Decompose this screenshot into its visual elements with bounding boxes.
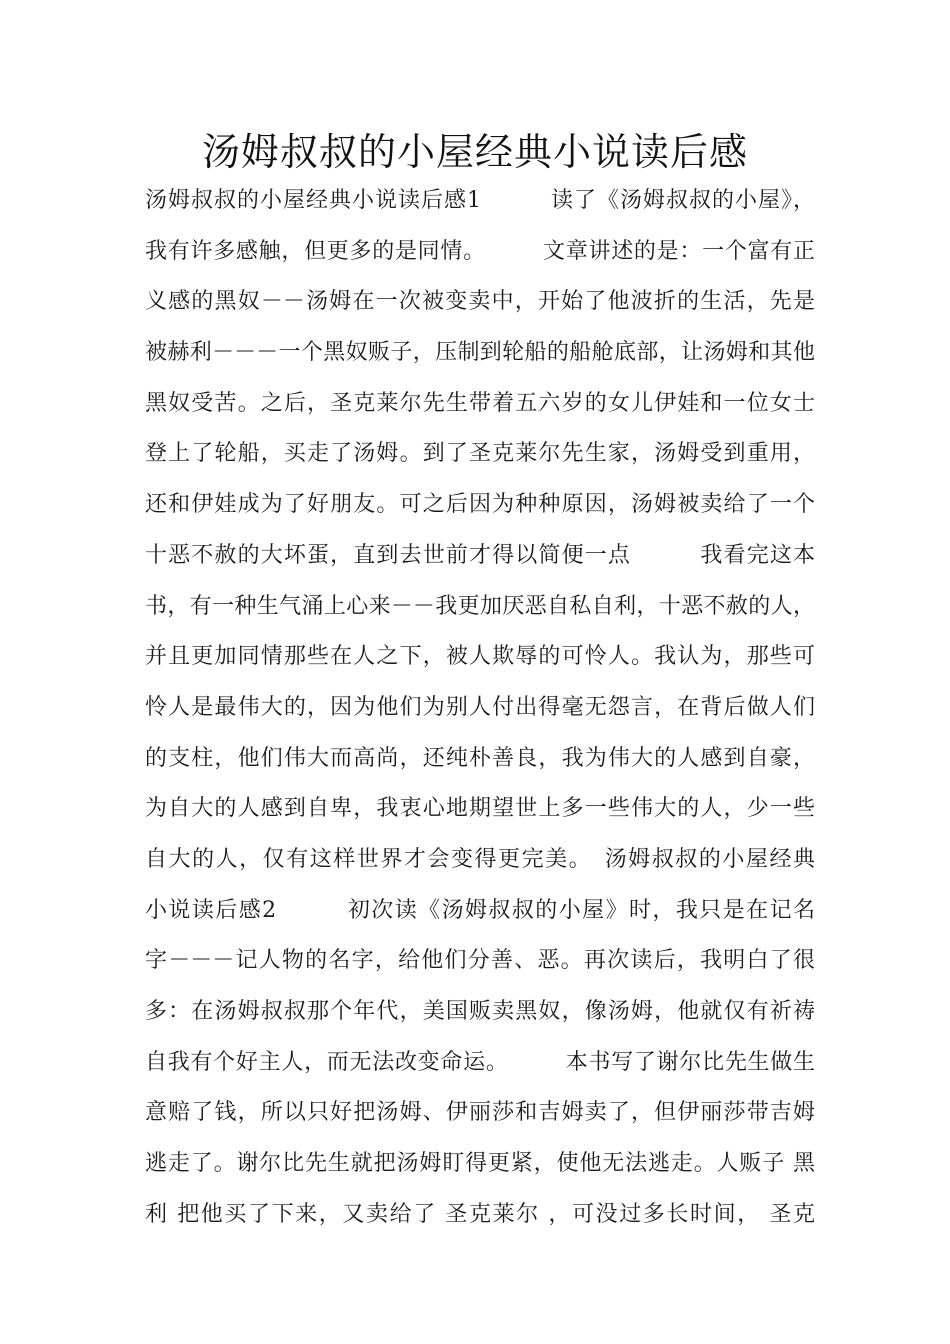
document-title: 汤姆叔叔的小屋经典小说读后感 bbox=[201, 130, 748, 174]
text-line: 汤姆叔叔的小屋经典小说读后感1 读了《汤姆叔叔的小屋》， bbox=[145, 188, 815, 213]
text-line: 我有许多感触，但更多的是同情。 文章讲述的是：一个富有正 bbox=[145, 238, 815, 264]
text-line: 并且更加同情那些在人之下，被人欺辱的可怜人。我认为，那些可 bbox=[145, 644, 815, 670]
text-line: 自大的人，仅有这样世界才会变得更完美。 汤姆叔叔的小屋经典 bbox=[145, 846, 815, 872]
text-line: 小说读后感2 初次读《汤姆叔叔的小屋》时，我只是在记名 bbox=[145, 897, 815, 923]
text-line: 的支柱，他们伟大而高尚，还纯朴善良，我为伟大的人感到自豪， bbox=[145, 745, 815, 771]
text-line: 为自大的人感到自卑，我衷心地期望世上多一些伟大的人，少一些 bbox=[145, 796, 815, 822]
text-line: 书，有一种生气涌上心来－－我更加厌恶自私自利，十恶不赦的人， bbox=[145, 593, 815, 619]
text-line: 字－－－记人物的名字，给他们分善、恶。再次读后，我明白了很 bbox=[145, 948, 815, 974]
text-line: 义感的黑奴－－汤姆在一次被变卖中，开始了他波折的生活，先是 bbox=[145, 289, 815, 315]
text-line: 黑奴受苦。之后，圣克莱尔先生带着五六岁的女儿伊娃和一位女士 bbox=[145, 390, 815, 416]
text-line: 多：在汤姆叔叔那个年代，美国贩卖黑奴，像汤姆，他就仅有祈祷 bbox=[145, 999, 815, 1024]
text-line: 意赔了钱，所以只好把汤姆、伊丽莎和吉姆卖了，但伊丽莎带吉姆 bbox=[145, 1100, 815, 1126]
text-line: 利 把他买了下来，又卖给了 圣克莱尔 ，可没过多长时间， 圣克 bbox=[145, 1201, 815, 1227]
text-line: 还和伊娃成为了好朋友。可之后因为种种原因，汤姆被卖给了一个 bbox=[145, 492, 815, 518]
text-line: 十恶不赦的大坏蛋，直到去世前才得以简便一点 我看完这本 bbox=[145, 542, 815, 568]
text-line: 怜人是最伟大的，因为他们为别人付出得毫无怨言，在背后做人们 bbox=[145, 694, 815, 720]
text-line: 登上了轮船，买走了汤姆。到了圣克莱尔先生家，汤姆受到重用， bbox=[145, 441, 815, 467]
text-line: 逃走了。谢尔比先生就把汤姆盯得更紧，使他无法逃走。人贩子 黑 bbox=[145, 1151, 815, 1177]
document-body bbox=[145, 180, 815, 1244]
text-line: 自我有个好主人，而无法改变命运。 本书写了谢尔比先生做生 bbox=[145, 1049, 815, 1075]
text-line: 被赫利－－－一个黑奴贩子，压制到轮船的船舱底部，让汤姆和其他 bbox=[145, 340, 815, 366]
